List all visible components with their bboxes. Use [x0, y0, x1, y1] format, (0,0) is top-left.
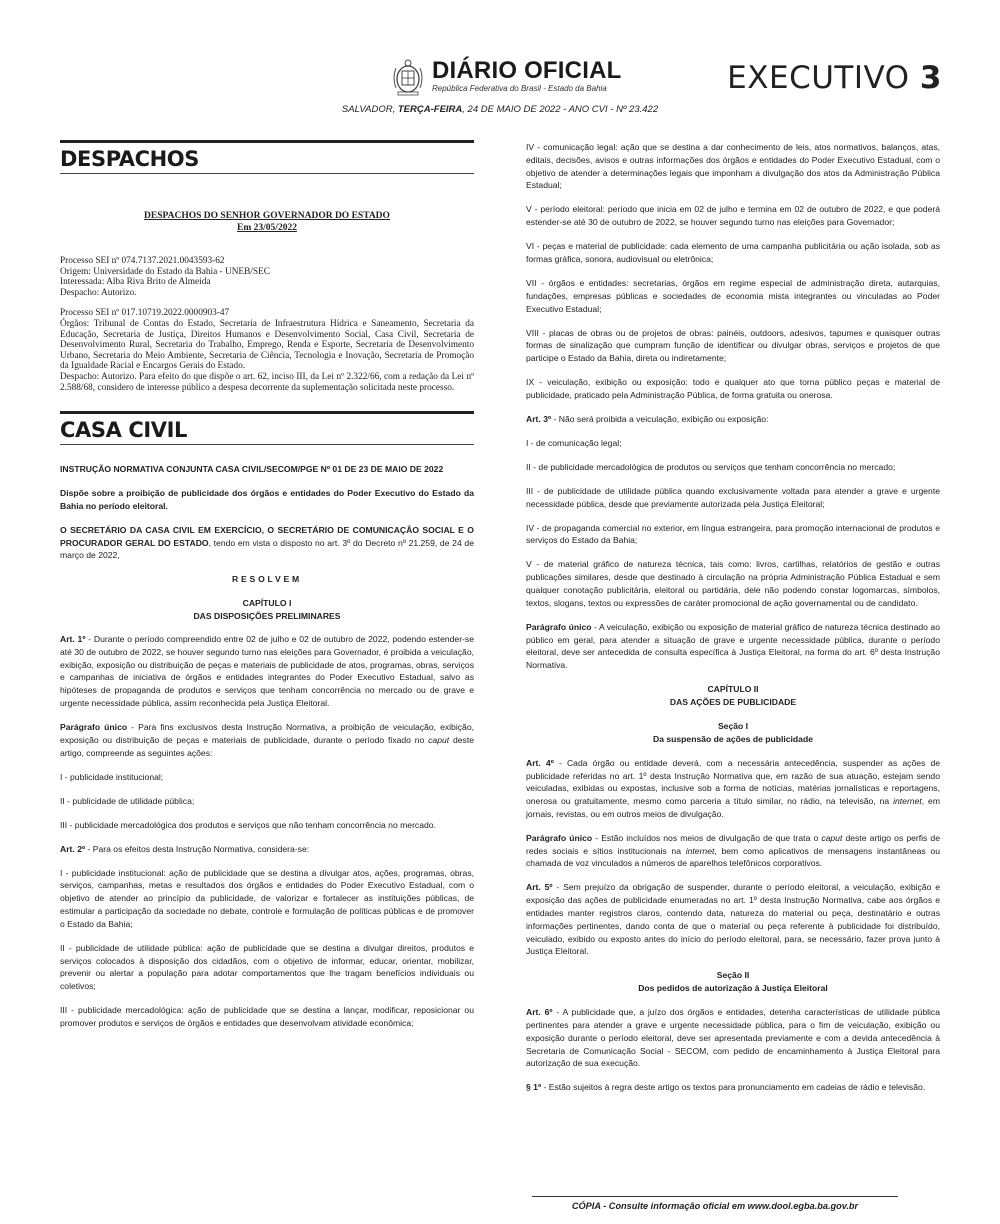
paragraph-1 [526, 1081, 940, 1094]
paragraph-text: deste artigo, compreende as seguintes ações: [60, 734, 474, 758]
resolvem: RESOLVEM [232, 574, 302, 585]
definition-item: VI - peças e material de publicidade: cada elemento de uma campanha publicitária ou ação isolada, sob as formas gráfica, sonora, audiovisual ou eletrônica; [526, 241, 940, 264]
dateline-prefix: SALVADOR, [341, 104, 398, 115]
brand [432, 58, 662, 94]
chapter-title: DAS AÇÕES DE PUBLICIDADE [669, 696, 797, 707]
paragraph-text: - Estão sujeitos à regra deste artigo os textos para pronunciamento em cadeias de rádio e televisão. [541, 1082, 926, 1093]
list-item: II - de publicidade mercadológica de produtos ou serviços que tenham concorrência no mercado; [526, 461, 896, 472]
chapter-number: CAPÍTULO II [707, 684, 759, 695]
definition-item: II - publicidade de utilidade pública: ação de publicidade que se destina a divulgar direitos, produtos e serviços colocados à disposição dos cidadãos, com o objetivo de informar, educar, orientar, mobilizar, prevenir ou alertar a população para adotar comportamentos que lhe tragam benefícios individuais ou coletivos; [60, 942, 474, 992]
list-item: V - de material gráfico de natureza técnica, tais como: livros, cartilhas, relatórios de gestão e outras publicações similares, desde que destinado à circulação na própria Administração Pública Estadual e sem qualquer conotação publicitária, eleitoral ou partidária, dele não podendo constar logomarcas, símbolos, textos, slogans, textos ou expressões de caráter promocional de ação governamental ou de candidato. [526, 559, 940, 608]
paragraph-unico [526, 621, 940, 672]
paragraph-label: § 1º [526, 1082, 542, 1093]
dateline [0, 104, 1000, 115]
paragraph-text: deste artigo os perfis de redes sociais e sítios institucionais na [526, 832, 940, 856]
article-4 [526, 757, 940, 821]
chapter-heading [526, 683, 940, 709]
page-number: 3 [919, 60, 942, 96]
list-item: III - publicidade mercadológica dos produtos e serviços que não tenham concorrência no mercado. [60, 819, 436, 830]
paragraph-label: Parágrafo único [526, 621, 592, 632]
article-text: - A publicidade que, a juízo dos órgãos e entidades, detenha características de utilidade pública pertinentes para atender a grave e urgente necessidade pública, para o fim de veiculação, exibição ou exposição durante o período eleitoral, deve ser apresentada previamente e com a devida antecedência à Secretaria de Comunicação Social - SECOM, com pedido de encaminhamento à Justiça Eleitoral para autorização de sua execução. [526, 1007, 940, 1069]
section-number: Seção II [716, 970, 750, 981]
section-name: EXECUTIVO [727, 60, 910, 96]
definition-item: VIII - placas de obras ou de projetos de obras: painéis, outdoors, adesivos, tapumes e quaisquer outras formas de sinalização que cumpram função de identificar ou divulgar obras, serviços e projetos de que participe o Estado da Bahia, direta ou indiretamente; [526, 327, 940, 364]
chapter-number: CAPÍTULO I [242, 598, 292, 609]
list-item: III - de publicidade de utilidade pública quando exclusivamente voltada para atender a grave e urgente necessidade pública, desde que previamente autorizada pela Justiça Eleitoral; [526, 485, 940, 509]
paragraph-text: - Estão incluídos nos meios de divulgação de que trata o [592, 832, 822, 843]
masthead [0, 0, 1000, 125]
right-column [526, 141, 940, 1105]
article-text: , em jornais, revistas, ou em outros meios de divulgação. [526, 796, 940, 819]
preambulo [60, 524, 474, 562]
preambulo-rest: , tendo em vista o disposto no art. 3º do Decreto nº 21.259, de 24 de março de 2022, [60, 537, 474, 561]
definition-item: VII - órgãos e entidades: secretarias, órgãos em regime especial de administração direta, autarquias, fundações, empresas públicas e sociedades de economia mista integrantes ou vinculadas ao Poder Executivo Estadual; [526, 277, 940, 314]
newspaper-subtitle: República Federativa do Brasil - Estado da Bahia [432, 84, 607, 93]
paragraph-label: Parágrafo único [526, 832, 593, 843]
chapter-title: DAS DISPOSIÇÕES PRELIMINARES [193, 611, 341, 622]
article-2 [60, 843, 474, 856]
despacho-block-1: Processo SEI nº 074.7137.2021.0043593-62 Origem: Universidade do Estado da Bahia - UNEB/SEC Interessada: Alba Riva Brito de Almeida Despacho: Autorizo. [60, 256, 270, 298]
list-item: IV - de propaganda comercial no exterior, em língua estrangeira, para promoção internacional de produtos e serviços do Estado da Bahia; [526, 522, 940, 546]
footer-copy-notice: CÓPIA - Consulte informação oficial em www.dool.egba.ba.gov.br [532, 1196, 898, 1211]
section-rule [60, 173, 474, 174]
despacho-block-2: Processo SEI nº 017.10719.2022.0000903-47 Órgãos: Tribunal de Contas do Estado, Secretaria de Infraestrutura Hídrica e Saneamento, Secretaria da Educação, Secretaria de Justiça, Direitos Humanos e Desenvolvimento Social, Casa Civil, Secretaria de Desenvolvimento Rural, Secretaria do Trabalho, Emprego, Renda e Esporte, Secretaria de Desenvolvimento Urbano, Secretaria do Meio Ambiente, Secretaria de Ciência, Tecnologia e Inovação, Secretaria de Promoção da Igualdade Racial e Encargos Gerais do Estado. Despacho: Autorizo. Para efeito do que dispõe o art. 62, inciso III, da Lei nº 2.322/66, com a redação da Lei nº 2.588/68, considero de interesse público a despesa decorrente da suplementação solicitada neste processo. [60, 308, 474, 393]
paragraph-unico [60, 721, 474, 759]
internet-term: internet [893, 796, 922, 807]
newspaper-title: DIÁRIO OFICIAL [432, 57, 622, 84]
internet-term: internet [685, 845, 715, 856]
paragraph-unico [526, 832, 940, 870]
coat-of-arms-icon [390, 58, 426, 98]
article-text: - Não será proibida a veiculação, exibição ou exposição: [551, 413, 769, 424]
caput-term: caput [821, 832, 843, 843]
casa-civil-body [60, 463, 474, 1030]
instrucao-title: INSTRUÇÃO NORMATIVA CONJUNTA CASA CIVIL/SECOM/PGE Nº 01 DE 23 DE MAIO DE 2022 [60, 464, 444, 475]
paragraph-text: - A veiculação, exibição ou exposição de material gráfico de natureza técnica destinado ao público em geral, para atender a situação de grave e urgente necessidade pública, durante o período eleitoral, deve ser antecedida de consulta específica à Justiça Eleitoral, na forma do art. 6º desta Instrução Normativa. [526, 621, 940, 671]
left-column [60, 140, 474, 1041]
section-title: Da suspensão de ações de publicidade [653, 733, 813, 744]
paragraph-text: - Para fins exclusivos desta Instrução Normativa, a proibição de veiculação, exibição, exposição ou distribuição de peças e materiais de publicidade, durante o período fixado no [60, 722, 474, 745]
section-heading [526, 720, 940, 746]
article-1 [60, 633, 474, 710]
definition-item: IX - veiculação, exibição ou exposição: todo e qualquer ato que torna público peças e material de publicidade, praticado pela Administração Pública, de forma gratuita ou onerosa. [526, 377, 940, 400]
article-5 [526, 881, 940, 958]
article-text: - Durante o período compreendido entre 02 de julho e 02 de outubro de 2022, podendo estender-se até 30 de outubro de 2022, se houver segundo turno nas eleições para Governador, é proibida a veiculação, exibição, exposição ou distribuição de peças e materiais de publicidade de atos, programas, obras, serviços e campanhas de iniciativa de órgãos e entidades integrantes do Poder Executivo Estadual, salvo as hipóteses de propaganda de produtos e serviços que tenham concorrência no mercado ou de grave e urgente necessidade pública, assim reconhecida pela Justiça Eleitoral. [60, 634, 474, 709]
casa-civil-title: CASA CIVIL [60, 418, 188, 443]
article-label: Art. 1º [60, 634, 86, 645]
preambulo-bold: O SECRETÁRIO DA CASA CIVIL EM EXERCÍCIO, O SECRETÁRIO DE COMUNICAÇÃO SOCIAL E O PROCURADOR GERAL DO ESTADO [60, 524, 474, 548]
paragraph-text: , bem como aplicativos de mensagens instantâneas ou chamada de voz vinculados a números de aparelhos telefônicos corporativos. [526, 845, 940, 869]
caput-term: caput [428, 734, 450, 745]
article-text: - Cada órgão ou entidade deverá, com a necessária antecedência, suspender as ações de publicidade referidas no art. 1º desta Instrução Normativa que, em razão de sua atuação, estejam sendo veiculadas, exibidas ou expostas, inclusive sob a forma de notícias, matérias jornalísticas e reportagens, onerosa ou gratuitamente, mesmo como parceria a título similar, no rádio, na televisão, na [526, 757, 941, 807]
chapter-heading [60, 597, 474, 623]
paragraph-label: Parágrafo único [60, 722, 128, 733]
section-label [727, 58, 942, 98]
dateline-rest: , 24 DE MAIO DE 2022 - ANO CVI - Nº 23.422 [462, 104, 659, 115]
definition-item: I - publicidade institucional: ação de publicidade que se destina a divulgar atos, ações, programas, obras, serviços, campanhas, metas e resultados dos órgãos e entidades do Poder Executivo Estadual, com o objetivo de atender ao princípio da publicidade, de valorizar e fortalecer as instituições públicas, de estimular a participação da sociedade no debate, controle e formulação de políticas públicas e de promover o Estado da Bahia; [60, 867, 474, 929]
dateline-weekday: TERÇA-FEIRA [397, 104, 463, 115]
section-title: Dos pedidos de autorização à Justiça Eleitoral [638, 983, 828, 994]
section-number: Seção I [717, 720, 749, 731]
article-label: Art. 5º [526, 882, 553, 893]
article-6 [526, 1006, 940, 1070]
article-3 [526, 413, 940, 426]
despachos-title: DESPACHOS [60, 147, 199, 171]
despachos-date: Em 23/05/2022 [237, 223, 297, 233]
section-rule [60, 444, 474, 445]
definition-item: IV - comunicação legal: ação que se destina a dar conhecimento de leis, atos normativos, balanços, atas, editais, decisões, avisos e outras informações dos órgãos e entidades do Poder Executivo Estadual, com o objetivo de atender a determinações legais que imponham a divulgação dos atos da Administração Pública Estadual; [526, 142, 940, 191]
article-label: Art. 2º [60, 843, 86, 854]
article-text: - Para os efeitos desta Instrução Normativa, considera-se: [85, 843, 310, 854]
ementa: Dispõe sobre a proibição de publicidade dos órgãos e entidades do Poder Executivo do Estado da Bahia no período eleitoral. [60, 488, 474, 511]
article-text: - Sem prejuízo da obrigação de suspender, durante o período eleitoral, a veiculação, exibição e exposição das ações de publicidade enumeradas no art. 1º desta Instrução Normativa, cabe aos órgãos e entidades manter registros claros, contendo data, natureza do material ou peça, destinatário e outras informações pertinentes, dando conta de que o material ou peça referente à publicidade foi distribuído, veiculado, exibido ou exposto antes do início do período eleitoral, para, se necessário, fazer prova junto à Justiça Eleitoral. [526, 882, 941, 957]
section-heading [526, 969, 940, 995]
article-label: Art. 4º [526, 757, 554, 768]
list-item: I - publicidade institucional; [60, 771, 164, 782]
list-item: I - de comunicação legal; [526, 437, 622, 448]
definition-item: V - período eleitoral: período que inicia em 02 de julho e termina em 02 de outubro de 2022, e que poderá estender-se até 30 de outubro de 2022, se houver segundo turno nas eleições para Governador; [526, 204, 940, 228]
list-item: II - publicidade de utilidade pública; [60, 795, 195, 806]
article-label: Art. 6º [526, 1007, 553, 1018]
definition-item: III - publicidade mercadológica: ação de publicidade que se destina a lançar, modificar, reposicionar ou promover produtos e serviços de órgãos e entidades que desenvolvam atividade econômica; [60, 1005, 474, 1028]
despachos-heading: DESPACHOS DO SENHOR GOVERNADOR DO ESTADO [144, 211, 390, 221]
article-label: Art. 3º [526, 413, 552, 424]
